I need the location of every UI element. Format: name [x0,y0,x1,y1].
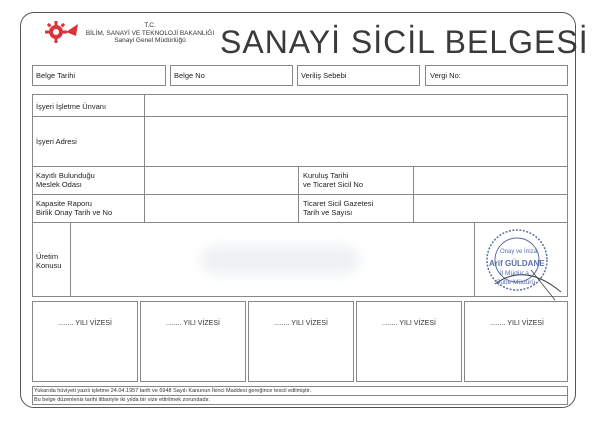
ministry-line3: Sanayi Genel Müdürlüğü [114,37,186,44]
meslek-odasi-label: Kayıtlı Bulunduğu Meslek Odası [36,171,95,189]
kurulus-label: Kuruluş Tarihi ve Ticaret Sicil No [303,171,364,189]
unvan-label: İşyeri İşletme Ünvanı [36,102,107,111]
vize-label-2: ........ YILI VİZESİ [166,320,220,327]
vize-label-5: ........ YILI VİZESİ [490,320,544,327]
footer-line1: Yukarıda hüviyeti yazılı işletme 24.04.1957 tarih ve 6948 Sayılı Kanunun İkinci Maddesi gereğince tescil edilmiştir. [34,388,311,394]
vize-box-3 [248,301,354,382]
belge-no-label: Belge No [174,71,205,80]
row-line [32,166,568,167]
ministry-line1: T.C. [144,22,156,29]
footer-line2: Bu belge düzenlenis tarihi itibariyle iki yılda bir vize ettirilmek zorundadır. [34,397,211,403]
stamp-line1: Onay ve İmza [500,249,538,255]
gazete-label: Ticaret Sicil Gazetesi Tarih ve Sayısı [303,199,374,217]
col-line [413,166,414,222]
row-line [32,116,568,117]
col-line [144,166,145,222]
col-line [298,166,299,222]
vize-box-4 [356,301,462,382]
stamp-line2: Arif GÜLDANE [489,259,545,268]
col-line [70,222,71,297]
stamp-line4: Şube Müdürü [496,279,536,286]
vize-label-1: ........ YILI VİZESİ [58,320,112,327]
belge-tarihi-label: Belge Tarihi [36,71,76,80]
vize-label-3: ........ YILI VİZESİ [274,320,328,327]
stamp-line3: İl Müdür a. [500,270,531,277]
vergi-no-label: Vergi No: [430,71,461,80]
kapasite-label: Kapasite Raporu Birlik Onay Tarih ve No [36,199,113,217]
ministry-name [70,22,230,45]
uretim-label: Üretim Konusu [36,252,62,270]
vize-box-1 [32,301,138,382]
page-title: SANAYİ SİCİL BELGESİ [220,24,589,60]
vize-box-5 [464,301,568,382]
ministry-line2: BİLİM, SANAYİ VE TEKNOLOJİ BAKANLIĞI [85,29,215,37]
vize-box-2 [140,301,246,382]
row-line [32,194,568,195]
redacted-area [200,246,360,274]
verilis-sebebi-label: Veriliş Sebebi [301,71,347,80]
footer-divider [32,395,568,396]
col-line [144,94,145,166]
adres-label: İşyeri Adresi [36,137,77,146]
vize-label-4: ........ YILI VİZESİ [382,320,436,327]
